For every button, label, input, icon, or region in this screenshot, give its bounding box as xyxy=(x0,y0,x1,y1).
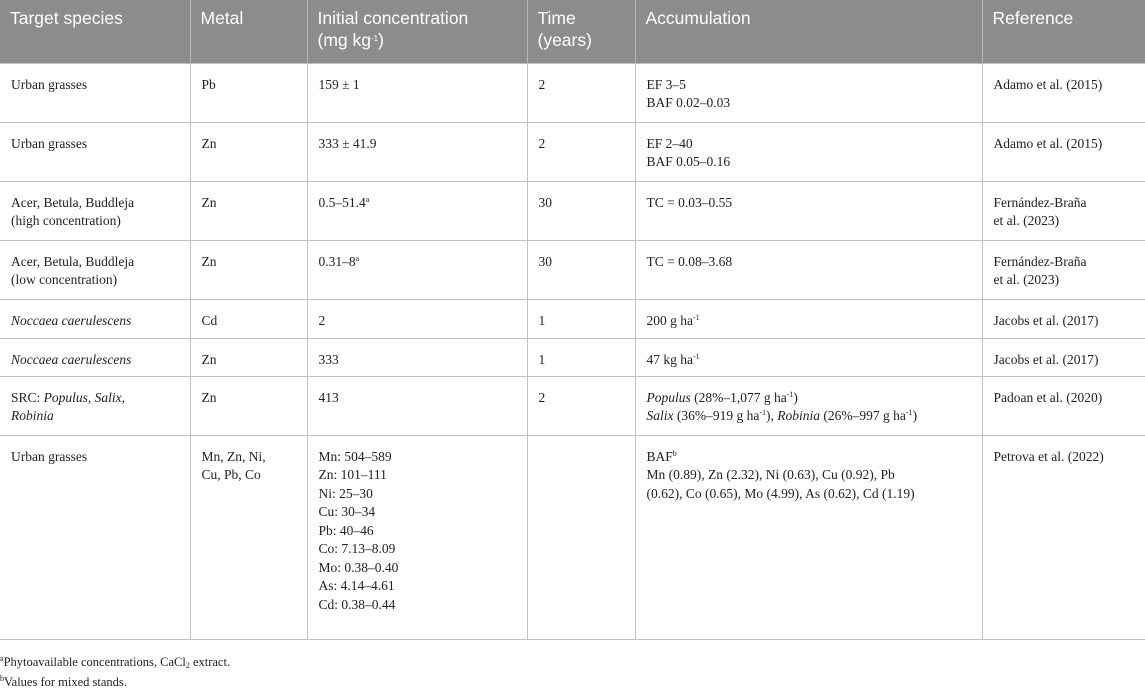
species-line: (high concentration) xyxy=(11,213,121,228)
cell-reference: Jacobs et al. (2017) xyxy=(982,338,1145,376)
cell-species xyxy=(0,181,190,240)
accumulation-line: EF 3–5 xyxy=(646,76,686,92)
species-line: (low concentration) xyxy=(11,272,118,287)
concentration-line: Pb: 40–46 xyxy=(318,522,374,538)
cell-accumulation xyxy=(635,122,982,181)
footnote-mark-a: a xyxy=(365,194,370,204)
table-row xyxy=(0,338,1145,376)
cell-concentration: 333 xyxy=(307,338,527,376)
concentration-line: As: 4.14–4.61 xyxy=(318,578,395,593)
cell-reference: Jacobs et al. (2017) xyxy=(982,299,1145,338)
table-row xyxy=(0,181,1145,240)
species-line: Acer, Betula, Buddleja xyxy=(11,194,135,210)
table-row xyxy=(0,435,1145,639)
cell-reference: Petrova et al. (2022) xyxy=(982,435,1145,639)
table-row xyxy=(0,376,1145,435)
species-line: SRC: Populus, Salix, xyxy=(11,389,126,405)
header-reference: Reference xyxy=(982,0,1145,63)
table-footnotes xyxy=(0,652,230,692)
cell-accumulation: 200 g $ha^{-1}$ xyxy=(635,299,982,338)
concentration-line: Zn: 101–111 xyxy=(318,467,387,482)
footnote-mark-b: b xyxy=(672,448,677,458)
cell-metal xyxy=(190,435,307,639)
cell-species: Urban grasses xyxy=(0,122,190,181)
reference-line: et al. (2023) xyxy=(993,272,1060,287)
metal-line: Cu, Pb, Co xyxy=(201,467,261,482)
accumulation-line: EF 2–40 xyxy=(646,135,693,151)
reference-line: Fernández-Braña xyxy=(993,253,1087,269)
cell-metal: Pb xyxy=(190,63,307,122)
concentration-line: Mn: 504–589 xyxy=(318,448,392,464)
cell-species: Noccaea caerulescens xyxy=(0,299,190,338)
accumulation-line: Populus (28%–1,077 g $ha^{-1}$) xyxy=(646,389,798,405)
cell-species: Urban grasses xyxy=(0,63,190,122)
table-row xyxy=(0,299,1145,338)
cell-concentration: 2 xyxy=(307,299,527,338)
cell-time xyxy=(527,435,635,639)
concentration-line: Cu: 30–34 xyxy=(318,504,376,519)
cell-concentration: 159 ± 1 xyxy=(307,63,527,122)
accumulation-line: BAF 0.05–0.16 xyxy=(646,154,731,169)
header-time-unit: (years) xyxy=(537,30,592,50)
cell-accumulation xyxy=(635,435,982,639)
concentration-line: Co: 7.13–8.09 xyxy=(318,541,396,556)
cell-time: 1 xyxy=(527,299,635,338)
accumulation-line: BAF$^b$ xyxy=(646,448,677,464)
header-metal: Metal xyxy=(190,0,307,63)
cell-time: 1 xyxy=(527,338,635,376)
cell-concentration: 0.5–51.4$^a$ xyxy=(307,181,527,240)
cell-concentration xyxy=(307,435,527,639)
cell-reference: Adamo et al. (2015) xyxy=(982,122,1145,181)
concentration-line: Ni: 25–30 xyxy=(318,485,373,501)
table-row xyxy=(0,240,1145,299)
metal-line: Mn, Zn, Ni, xyxy=(201,448,266,464)
header-initial-concentration xyxy=(307,0,527,63)
cell-species xyxy=(0,376,190,435)
header-row xyxy=(0,0,1145,63)
cell-time: 2 xyxy=(527,63,635,122)
reference-line: Fernández-Braña xyxy=(993,194,1087,210)
species-line: Acer, Betula, Buddleja xyxy=(11,253,135,269)
header-initial-concentration-unit: (mg $kg^{-1}$) xyxy=(317,30,384,50)
cell-species xyxy=(0,240,190,299)
table-row xyxy=(0,63,1145,122)
cell-reference xyxy=(982,181,1145,240)
cell-accumulation: TC = 0.03–0.55 xyxy=(635,181,982,240)
cell-accumulation xyxy=(635,376,982,435)
table-row xyxy=(0,122,1145,181)
cell-metal: Zn xyxy=(190,122,307,181)
cell-accumulation xyxy=(635,63,982,122)
cell-time: 30 xyxy=(527,240,635,299)
cell-metal: Zn xyxy=(190,338,307,376)
accumulation-line: Salix (36%–919 g $ha^{-1}$), Robinia (26%–997 g $ha^{-1}$) xyxy=(646,408,918,423)
concentration-line: Cd: 0.38–0.44 xyxy=(318,596,396,612)
header-accumulation: Accumulation xyxy=(635,0,982,63)
cell-concentration: 0.31–8$^a$ xyxy=(307,240,527,299)
footnote-mark-a: a xyxy=(355,253,360,263)
species-line: Robinia xyxy=(11,408,54,423)
cell-species: Noccaea caerulescens xyxy=(0,338,190,376)
cell-metal: Zn xyxy=(190,181,307,240)
cell-concentration: 413 xyxy=(307,376,527,435)
cell-time: 30 xyxy=(527,181,635,240)
footnote-b: $^b$Values for mixed stands. xyxy=(0,674,127,689)
cell-reference: Adamo et al. (2015) xyxy=(982,63,1145,122)
concentration-line: Mo: 0.38–0.40 xyxy=(318,559,399,575)
header-time xyxy=(527,0,635,63)
reference-line: et al. (2023) xyxy=(993,213,1060,228)
accumulation-line: BAF 0.02–0.03 xyxy=(646,95,731,110)
header-target-species: Target species xyxy=(0,0,190,63)
header-initial-concentration-label: Initial concentration xyxy=(317,8,469,28)
cell-species: Urban grasses xyxy=(0,435,190,639)
cell-metal: Zn xyxy=(190,240,307,299)
accumulation-line: Mn (0.89), Zn (2.32), Ni (0.63), Cu (0.92), Pb xyxy=(646,467,895,482)
cell-metal: Zn xyxy=(190,376,307,435)
cell-accumulation: 47 kg $ha^{-1}$ xyxy=(635,338,982,376)
cell-reference xyxy=(982,240,1145,299)
cell-time: 2 xyxy=(527,122,635,181)
accumulation-line: (0.62), Co (0.65), Mo (4.99), As (0.62), Cd (1.19) xyxy=(646,485,915,501)
header-time-label: Time xyxy=(537,8,576,28)
cell-time: 2 xyxy=(527,376,635,435)
footnote-a: $^a$Phytoavailable concentrations, CaCl$_2$ extract. xyxy=(0,654,231,670)
cell-metal: Cd xyxy=(190,299,307,338)
cell-concentration: 333 ± 41.9 xyxy=(307,122,527,181)
cell-reference: Padoan et al. (2020) xyxy=(982,376,1145,435)
cell-accumulation: TC = 0.08–3.68 xyxy=(635,240,982,299)
